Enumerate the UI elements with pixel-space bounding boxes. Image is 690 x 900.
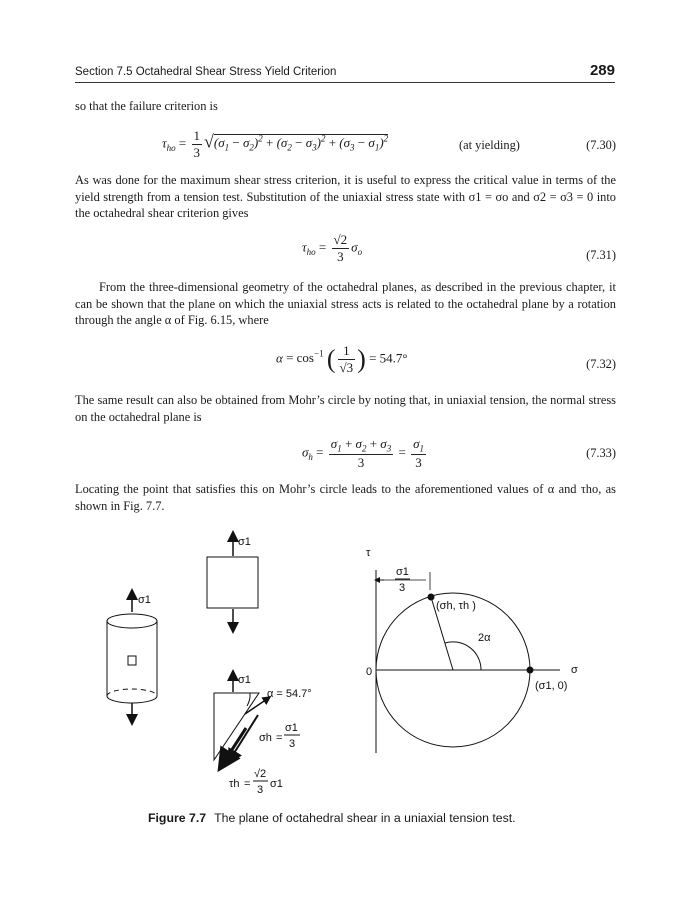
equation-number-7-30: (7.30) (586, 138, 616, 152)
stress-element (207, 536, 258, 628)
alpha-value: = 54.7° (369, 350, 408, 366)
label-sigma1-specimen: σ1 (138, 594, 151, 606)
equals-sign-1: = (276, 732, 283, 744)
paragraph-intro: so that the failure criterion is (75, 99, 218, 113)
label-sqrt2: √2 (254, 768, 267, 780)
equation-note: (at yielding) (459, 138, 520, 152)
wedge-element (214, 675, 270, 762)
caption-label: Figure 7.7 (148, 811, 207, 825)
label-point-1: (σ1, 0) (535, 680, 568, 692)
label-origin: 0 (366, 666, 373, 678)
label-three-b: 3 (257, 784, 264, 796)
tension-specimen (107, 594, 157, 720)
equation-number-7-32: (7.32) (586, 357, 616, 371)
label-sigma1-wedge: σ1 (238, 674, 251, 686)
caption-text: The plane of octahedral shear in a uniaxial tension test. (214, 811, 516, 825)
label-point-h: (σh, τh ) (436, 600, 476, 612)
label-two-alpha: 2α (478, 632, 491, 644)
paragraph-substitution: As was done for the maximum shear stress criterion, it is useful to express the critical value in terms of the yield strength from a tension test. Substitution of the uniaxial stress state with σ1 = σo and σ2 = σ3 = 0 into the octahedral shear criterion gives (75, 173, 616, 221)
mohr-circle (375, 570, 560, 753)
label-sigma-axis: σ (571, 664, 578, 676)
equals-sign-2: = (244, 778, 251, 790)
label-sigma1-tau: σ1 (270, 778, 283, 790)
equation-number-7-33: (7.33) (586, 446, 616, 460)
equation-7-32: $\alpha = \cos^{-1}$ ( $\frac{1}{√3}$ ) = 54.7° (276, 343, 408, 375)
label-tau-axis: τ (366, 547, 371, 559)
page-number: 289 (589, 62, 615, 79)
paragraph-geometry: From the three-dimensional geometry of the octahedral planes, as described in the previous chapter, it can be shown that the plane on which the uniaxial stress acts is related to the octahedral plane by a rotation through the angle α of Fig. 6.15, where (75, 280, 616, 328)
label-sigma1-frac: σ1 (285, 722, 298, 734)
label-three-a: 3 (289, 738, 296, 750)
figure-caption (148, 811, 516, 825)
label-alpha: α = 54.7° (267, 688, 312, 700)
equation-7-30: $\tau_{ho}$ = $\frac{1}{3}$ $√(\sigma_1 - \sigma_2)^2 + (\sigma_2 - \sigma_3)^2 + (\sigma_3 - \sigma_1)^2$ (162, 128, 389, 160)
label-s1-over-3: σ1 (396, 566, 409, 578)
equation-number-7-31: (7.31) (586, 248, 616, 262)
paragraph-mohr: The same result can also be obtained from Mohr’s circle by noting that, in uniaxial tension, the normal stress on the octahedral plane is (75, 393, 616, 424)
equation-7-31: $\tau_{ho}$ = $\frac{√2}{3}$ $\sigma_o$ (302, 232, 363, 264)
paragraph-locating: Locating the point that satisfies this on Mohr’s circle leads to the aforementioned values of α and τho, as shown in Fig. 7.7. (75, 482, 616, 513)
label-sigma1-top: σ1 (238, 536, 251, 548)
label-tau-h: τh (229, 778, 240, 790)
equation-7-33: $\sigma_h$ = $\frac{\sigma_1 + \sigma_2 + \sigma_3}{3}$ = $\frac{\sigma_1}{3}$ (302, 436, 424, 470)
label-sigma-h: σh (259, 732, 272, 744)
section-title: Section 7.5 Octahedral Shear Stress Yield Criterion (75, 66, 337, 78)
label-three-c: 3 (399, 582, 406, 594)
